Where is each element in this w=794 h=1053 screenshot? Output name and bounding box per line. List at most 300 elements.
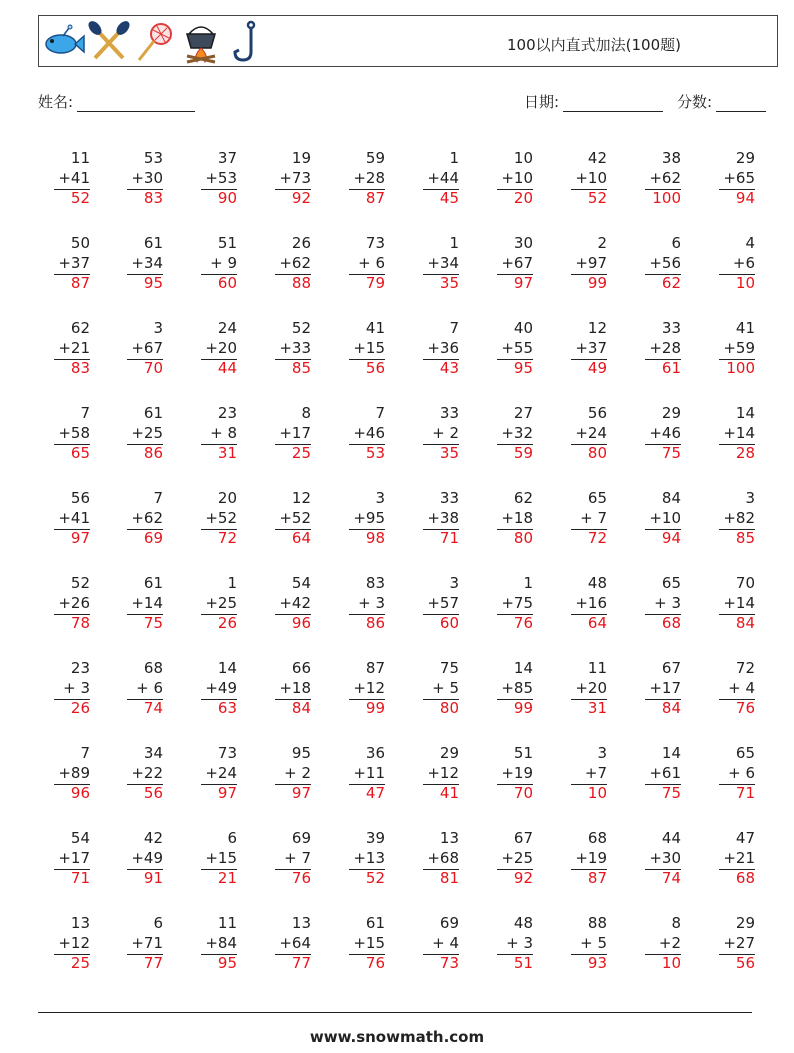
addend-top: 11 <box>587 659 607 677</box>
answer: 84 <box>661 699 681 717</box>
addition-problem <box>187 319 237 379</box>
addend-bottom: + 3 <box>63 678 90 697</box>
addend-top: 3 <box>745 489 755 507</box>
addend-top: 8 <box>301 404 311 422</box>
addition-problem <box>187 829 237 889</box>
addend-top: 1 <box>523 574 533 592</box>
addend-bottom: +14 <box>131 593 163 612</box>
addition-problem <box>335 659 385 719</box>
answer: 28 <box>735 444 755 462</box>
answer: 63 <box>217 699 237 717</box>
answer: 99 <box>587 274 607 292</box>
answer: 96 <box>291 614 311 632</box>
addend-bottom: +53 <box>205 168 237 187</box>
addend-bottom: +18 <box>279 678 311 697</box>
addend-top: 12 <box>291 489 311 507</box>
answer: 94 <box>661 529 681 547</box>
addend-bottom: +24 <box>575 423 607 442</box>
answer: 72 <box>587 529 607 547</box>
addition-problem <box>335 319 385 379</box>
answer: 31 <box>217 444 237 462</box>
answer: 83 <box>70 359 90 377</box>
addend-top: 1 <box>227 574 237 592</box>
addend-top: 37 <box>217 149 237 167</box>
answer: 71 <box>70 869 90 887</box>
addend-top: 14 <box>513 659 533 677</box>
addend-bottom: +55 <box>501 338 533 357</box>
addition-problem <box>187 404 237 464</box>
addend-top: 14 <box>735 404 755 422</box>
answer: 26 <box>217 614 237 632</box>
addend-top: 33 <box>439 404 459 422</box>
addend-top: 68 <box>143 659 163 677</box>
answer: 70 <box>513 784 533 802</box>
addition-problem <box>483 404 533 464</box>
answer: 83 <box>143 189 163 207</box>
addend-bottom: +52 <box>279 508 311 527</box>
addend-top: 7 <box>80 744 90 762</box>
addition-problem <box>705 404 755 464</box>
answer: 49 <box>587 359 607 377</box>
addition-problem <box>631 319 681 379</box>
addition-problem <box>187 914 237 974</box>
addend-top: 50 <box>70 234 90 252</box>
addend-bottom: +28 <box>649 338 681 357</box>
addend-bottom: +13 <box>353 848 385 867</box>
answer: 52 <box>365 869 385 887</box>
addend-bottom: +20 <box>575 678 607 697</box>
name-label: 姓名: <box>38 93 74 111</box>
answer: 75 <box>661 444 681 462</box>
answer: 75 <box>143 614 163 632</box>
answer: 68 <box>661 614 681 632</box>
answer: 76 <box>365 954 385 972</box>
addend-bottom: +34 <box>427 253 459 272</box>
addend-top: 88 <box>587 914 607 932</box>
addend-bottom: +62 <box>279 253 311 272</box>
addend-bottom: +56 <box>649 253 681 272</box>
answer: 94 <box>735 189 755 207</box>
addend-top: 29 <box>735 149 755 167</box>
addition-problem <box>705 234 755 294</box>
addend-top: 69 <box>439 914 459 932</box>
addend-top: 14 <box>661 744 681 762</box>
addend-bottom: +19 <box>501 763 533 782</box>
addition-problem <box>557 829 607 889</box>
addend-bottom: +57 <box>427 593 459 612</box>
addend-top: 40 <box>513 319 533 337</box>
addend-bottom: +25 <box>501 848 533 867</box>
answer: 70 <box>143 359 163 377</box>
addend-top: 84 <box>661 489 681 507</box>
answer: 96 <box>70 784 90 802</box>
addend-bottom: +67 <box>131 338 163 357</box>
addition-problem <box>631 149 681 209</box>
addition-problem <box>187 659 237 719</box>
footer-divider <box>38 1012 752 1013</box>
addition-problem <box>261 234 311 294</box>
addend-bottom: + 2 <box>432 423 459 442</box>
addition-problem <box>705 149 755 209</box>
addend-top: 33 <box>661 319 681 337</box>
addend-top: 3 <box>449 574 459 592</box>
addition-problem <box>483 829 533 889</box>
addend-top: 13 <box>291 914 311 932</box>
answer: 90 <box>217 189 237 207</box>
addition-problem <box>409 829 459 889</box>
answer: 76 <box>735 699 755 717</box>
answer: 41 <box>439 784 459 802</box>
addition-problem <box>409 489 459 549</box>
addition-problem <box>113 744 163 804</box>
addition-problem <box>483 149 533 209</box>
addend-bottom: +28 <box>353 168 385 187</box>
answer: 21 <box>217 869 237 887</box>
addition-problem <box>483 659 533 719</box>
addend-bottom: +84 <box>205 933 237 952</box>
addend-bottom: +10 <box>575 168 607 187</box>
answer: 86 <box>143 444 163 462</box>
addend-bottom: +38 <box>427 508 459 527</box>
addition-problem <box>631 574 681 634</box>
addend-bottom: +10 <box>649 508 681 527</box>
answer: 92 <box>291 189 311 207</box>
answer: 44 <box>217 359 237 377</box>
addend-top: 7 <box>80 404 90 422</box>
addend-top: 62 <box>70 319 90 337</box>
addition-problem <box>705 829 755 889</box>
answer: 10 <box>587 784 607 802</box>
addition-problem <box>335 829 385 889</box>
addend-top: 7 <box>153 489 163 507</box>
addend-bottom: +95 <box>353 508 385 527</box>
addition-problem <box>113 574 163 634</box>
answer: 97 <box>70 529 90 547</box>
addend-top: 52 <box>70 574 90 592</box>
addition-problem <box>113 234 163 294</box>
answer: 80 <box>439 699 459 717</box>
addend-top: 7 <box>449 319 459 337</box>
addend-bottom: +49 <box>205 678 237 697</box>
answer: 72 <box>217 529 237 547</box>
addend-bottom: +7 <box>584 763 607 782</box>
addition-problem <box>40 829 90 889</box>
addend-top: 48 <box>513 914 533 932</box>
addend-bottom: +44 <box>427 168 459 187</box>
addition-problem <box>483 234 533 294</box>
addend-top: 65 <box>661 574 681 592</box>
addend-bottom: + 6 <box>358 253 385 272</box>
answer: 74 <box>143 699 163 717</box>
addend-top: 6 <box>153 914 163 932</box>
addend-bottom: +10 <box>501 168 533 187</box>
answer: 87 <box>365 189 385 207</box>
addition-problem <box>557 404 607 464</box>
addend-top: 66 <box>291 659 311 677</box>
answer: 26 <box>70 699 90 717</box>
answer: 51 <box>513 954 533 972</box>
addition-problem <box>557 234 607 294</box>
answer: 85 <box>291 359 311 377</box>
answer: 77 <box>143 954 163 972</box>
addend-top: 61 <box>365 914 385 932</box>
addition-problem <box>40 914 90 974</box>
addend-bottom: + 6 <box>728 763 755 782</box>
addend-top: 34 <box>143 744 163 762</box>
addend-top: 73 <box>217 744 237 762</box>
addend-top: 75 <box>439 659 459 677</box>
answer: 100 <box>652 189 681 207</box>
answer: 56 <box>365 359 385 377</box>
addend-top: 20 <box>217 489 237 507</box>
addition-problem <box>557 574 607 634</box>
addition-problem <box>557 489 607 549</box>
answer: 97 <box>291 784 311 802</box>
answer: 64 <box>291 529 311 547</box>
addition-problem <box>187 574 237 634</box>
answer: 99 <box>365 699 385 717</box>
answer: 85 <box>735 529 755 547</box>
addend-bottom: +67 <box>501 253 533 272</box>
addition-problem <box>335 404 385 464</box>
addend-top: 14 <box>217 659 237 677</box>
addition-problem <box>631 914 681 974</box>
addend-bottom: +18 <box>501 508 533 527</box>
addition-problem <box>483 319 533 379</box>
addend-bottom: +12 <box>58 933 90 952</box>
addend-bottom: +14 <box>723 423 755 442</box>
addition-problem <box>483 744 533 804</box>
addend-top: 52 <box>291 319 311 337</box>
addition-problem <box>335 489 385 549</box>
addend-bottom: +41 <box>58 168 90 187</box>
addend-bottom: +16 <box>575 593 607 612</box>
answer: 99 <box>513 699 533 717</box>
answer: 60 <box>217 274 237 292</box>
answer: 76 <box>513 614 533 632</box>
addition-problem <box>335 574 385 634</box>
addition-problem <box>705 659 755 719</box>
addend-bottom: +12 <box>427 763 459 782</box>
addend-top: 62 <box>513 489 533 507</box>
addition-problem <box>705 489 755 549</box>
footer-site: www.snowmath.com <box>309 1028 485 1046</box>
addend-bottom: + 3 <box>506 933 533 952</box>
addend-top: 4 <box>745 234 755 252</box>
addend-bottom: +62 <box>131 508 163 527</box>
addition-problem <box>113 404 163 464</box>
addend-top: 1 <box>449 234 459 252</box>
date-label: 日期: <box>524 93 560 111</box>
addend-bottom: +68 <box>427 848 459 867</box>
addend-bottom: +59 <box>723 338 755 357</box>
addend-bottom: +21 <box>723 848 755 867</box>
answer: 80 <box>513 529 533 547</box>
answer: 95 <box>513 359 533 377</box>
addition-problem <box>705 574 755 634</box>
answer: 87 <box>587 869 607 887</box>
addend-top: 12 <box>587 319 607 337</box>
addition-problem <box>483 914 533 974</box>
addition-problem <box>557 659 607 719</box>
answer: 60 <box>439 614 459 632</box>
addend-top: 65 <box>735 744 755 762</box>
addend-top: 8 <box>671 914 681 932</box>
addition-problem <box>631 489 681 549</box>
addend-bottom: +32 <box>501 423 533 442</box>
addend-bottom: +71 <box>131 933 163 952</box>
addend-bottom: + 3 <box>654 593 681 612</box>
addend-top: 54 <box>70 829 90 847</box>
addend-top: 29 <box>661 404 681 422</box>
addend-top: 48 <box>587 574 607 592</box>
addend-top: 11 <box>70 149 90 167</box>
addend-top: 42 <box>587 149 607 167</box>
addend-bottom: + 4 <box>432 933 459 952</box>
addition-problem <box>187 744 237 804</box>
answer: 100 <box>726 359 755 377</box>
addend-top: 72 <box>735 659 755 677</box>
addition-problem <box>631 234 681 294</box>
addend-top: 33 <box>439 489 459 507</box>
addend-bottom: +15 <box>353 338 385 357</box>
addend-top: 42 <box>143 829 163 847</box>
answer: 71 <box>439 529 459 547</box>
addend-top: 51 <box>513 744 533 762</box>
answer: 87 <box>70 274 90 292</box>
addend-bottom: + 3 <box>358 593 385 612</box>
addend-top: 56 <box>70 489 90 507</box>
addend-bottom: + 9 <box>210 253 237 272</box>
addition-problem <box>631 744 681 804</box>
addend-bottom: +12 <box>353 678 385 697</box>
addition-problem <box>409 659 459 719</box>
answer: 56 <box>735 954 755 972</box>
addition-problem <box>113 149 163 209</box>
addition-problem <box>261 914 311 974</box>
answer: 10 <box>735 274 755 292</box>
addend-top: 30 <box>513 234 533 252</box>
addition-problem <box>409 319 459 379</box>
addend-top: 27 <box>513 404 533 422</box>
addend-top: 3 <box>153 319 163 337</box>
addend-bottom: +65 <box>723 168 755 187</box>
addend-bottom: +89 <box>58 763 90 782</box>
addition-problem <box>483 489 533 549</box>
addend-top: 23 <box>70 659 90 677</box>
addend-top: 53 <box>143 149 163 167</box>
addend-bottom: +30 <box>649 848 681 867</box>
addition-problem <box>557 744 607 804</box>
answer: 25 <box>70 954 90 972</box>
addend-bottom: +26 <box>58 593 90 612</box>
addition-problem <box>631 404 681 464</box>
addition-problem <box>705 744 755 804</box>
addition-problem <box>483 574 533 634</box>
addend-top: 11 <box>217 914 237 932</box>
addition-problem <box>40 659 90 719</box>
answer: 73 <box>439 954 459 972</box>
answer: 95 <box>217 954 237 972</box>
addition-problem <box>409 234 459 294</box>
addend-top: 87 <box>365 659 385 677</box>
addition-problem <box>187 149 237 209</box>
addend-top: 13 <box>439 829 459 847</box>
answer: 68 <box>735 869 755 887</box>
addition-problem <box>409 404 459 464</box>
addend-top: 36 <box>365 744 385 762</box>
addend-bottom: +36 <box>427 338 459 357</box>
answer: 65 <box>70 444 90 462</box>
addend-top: 39 <box>365 829 385 847</box>
answer: 61 <box>661 359 681 377</box>
page-title: 100以内直式加法(100题) <box>507 36 681 54</box>
addend-top: 41 <box>735 319 755 337</box>
addend-bottom: +2 <box>658 933 681 952</box>
addend-top: 61 <box>143 234 163 252</box>
addition-problem <box>409 744 459 804</box>
answer: 76 <box>291 869 311 887</box>
addition-problem <box>261 319 311 379</box>
addend-top: 7 <box>375 404 385 422</box>
addend-bottom: +75 <box>501 593 533 612</box>
addend-bottom: +41 <box>58 508 90 527</box>
addend-bottom: +15 <box>205 848 237 867</box>
addend-bottom: +97 <box>575 253 607 272</box>
addend-bottom: + 5 <box>432 678 459 697</box>
addition-problem <box>335 744 385 804</box>
addend-top: 73 <box>365 234 385 252</box>
addition-problem <box>557 149 607 209</box>
addend-bottom: + 2 <box>284 763 311 782</box>
addition-problem <box>113 489 163 549</box>
addend-bottom: +52 <box>205 508 237 527</box>
addition-problem <box>705 914 755 974</box>
addend-top: 19 <box>291 149 311 167</box>
answer: 25 <box>291 444 311 462</box>
addend-bottom: + 7 <box>284 848 311 867</box>
answer: 53 <box>365 444 385 462</box>
answer: 97 <box>513 274 533 292</box>
addend-bottom: +19 <box>575 848 607 867</box>
answer: 86 <box>365 614 385 632</box>
addition-problem <box>40 404 90 464</box>
answer: 35 <box>439 444 459 462</box>
addition-problem <box>261 659 311 719</box>
addend-bottom: +37 <box>58 253 90 272</box>
addend-bottom: +20 <box>205 338 237 357</box>
answer: 75 <box>661 784 681 802</box>
addition-problem <box>261 574 311 634</box>
addend-top: 3 <box>597 744 607 762</box>
addition-problem <box>187 489 237 549</box>
addition-problem <box>409 149 459 209</box>
addend-bottom: +34 <box>131 253 163 272</box>
answer: 31 <box>587 699 607 717</box>
addend-bottom: +82 <box>723 508 755 527</box>
addition-problem <box>261 404 311 464</box>
addition-problem <box>631 659 681 719</box>
addend-bottom: +49 <box>131 848 163 867</box>
addend-top: 56 <box>587 404 607 422</box>
addend-top: 69 <box>291 829 311 847</box>
addend-bottom: +11 <box>353 763 385 782</box>
answer: 88 <box>291 274 311 292</box>
addition-problem <box>557 319 607 379</box>
addition-problem <box>409 914 459 974</box>
addition-problem <box>557 914 607 974</box>
score-label: 分数: <box>677 93 713 111</box>
